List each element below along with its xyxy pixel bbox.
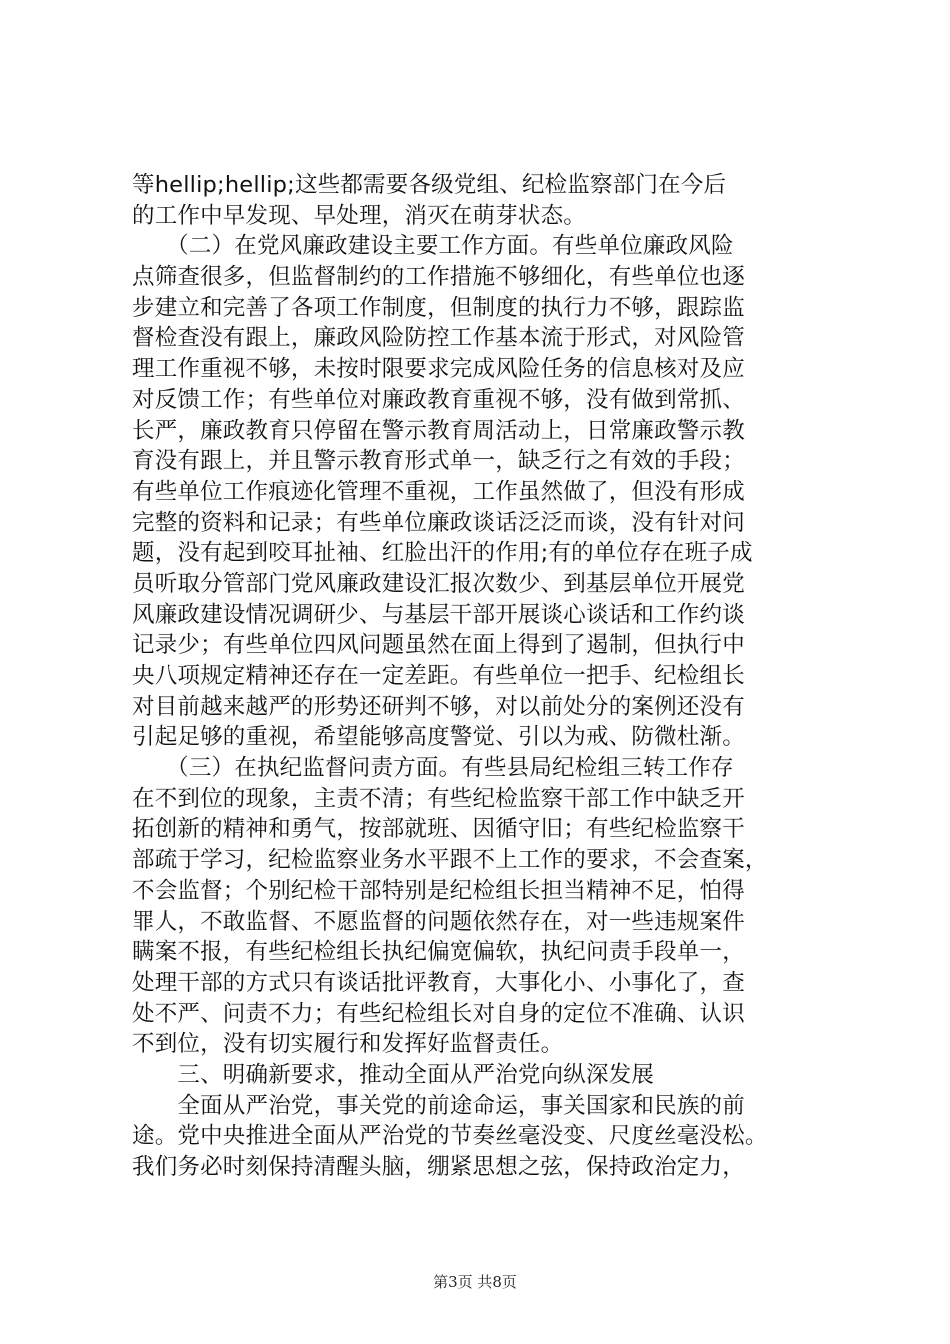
text-line: （二）在党风廉政建设主要工作方面。有些单位廉政风险 bbox=[132, 233, 734, 260]
text-line: 部疏于学习，纪检监察业务水平跟不上工作的要求，不会查案， bbox=[132, 847, 768, 874]
text-line: 处理干部的方式只有谈话批评教育，大事化小、小事化了，查 bbox=[132, 969, 745, 996]
text-line: 步建立和完善了各项工作制度，但制度的执行力不够，跟踪监 bbox=[132, 294, 745, 321]
text-line: 有些单位工作痕迹化管理不重视，工作虽然做了，但没有形成 bbox=[132, 478, 745, 505]
text-line: 题，没有起到咬耳扯袖、红脸出汗的作用;有的单位存在班子成 bbox=[132, 540, 753, 567]
text-line: 对反馈工作；有些单位对廉政教育重视不够，没有做到常抓、 bbox=[132, 386, 745, 413]
text-line: 点筛查很多，但监督制约的工作措施不够细化，有些单位也逐 bbox=[132, 264, 745, 291]
text-line: 三、明确新要求，推动全面从严治党向纵深发展 bbox=[132, 1061, 655, 1088]
text-line: 督检查没有跟上，廉政风险防控工作基本流于形式，对风险管 bbox=[132, 325, 745, 352]
page-number-footer: 第3页 共8页 bbox=[433, 1273, 517, 1291]
text-line: 处不严、问责不力；有些纪检组长对自身的定位不准确、认识 bbox=[132, 1000, 745, 1027]
text-line: 在不到位的现象，主责不清；有些纪检监察干部工作中缺乏开 bbox=[132, 785, 745, 812]
text-line: 风廉政建设情况调研少、与基层干部开展谈心谈话和工作约谈 bbox=[132, 601, 745, 628]
text-line: 理工作重视不够，未按时限要求完成风险任务的信息核对及应 bbox=[132, 356, 745, 383]
text-line: 长严，廉政教育只停留在警示教育周活动上，日常廉政警示教 bbox=[132, 417, 745, 444]
text-line: 央八项规定精神还存在一定差距。有些单位一把手、纪检组长 bbox=[132, 663, 745, 689]
text-line: 我们务必时刻保持清醒头脑，绷紧思想之弦，保持政治定力， bbox=[132, 1154, 745, 1180]
text-line: 育没有跟上，并且警示教育形式单一，缺乏行之有效的手段； bbox=[132, 448, 745, 475]
text-line: 员听取分管部门党风廉政建设汇报次数少、到基层单位开展党 bbox=[132, 570, 745, 597]
text-line: 的工作中早发现、早处理，消灭在萌芽状态。 bbox=[132, 202, 587, 229]
body-text bbox=[132, 170, 832, 1183]
text-line: 全面从严治党，事关党的前途命运，事关国家和民族的前 bbox=[132, 1092, 745, 1119]
text-line: （三）在执纪监督问责方面。有些县局纪检组三转工作存 bbox=[132, 755, 734, 782]
text-line: 途。党中央推进全面从严治党的节奏丝毫没变、尺度丝毫没松。 bbox=[132, 1123, 768, 1150]
text-line: 瞒案不报，有些纪检组长执纪偏宽偏软，执纪问责手段单一， bbox=[132, 939, 745, 966]
text-line: 对目前越来越严的形势还研判不够，对以前处分的案例还没有 bbox=[132, 693, 745, 720]
text-line: 不到位，没有切实履行和发挥好监督责任。 bbox=[132, 1031, 564, 1058]
text-line: 等hellip;hellip;这些都需要各级党组、纪检监察部门在今后 bbox=[132, 172, 727, 198]
text-line: 罪人，不敢监督、不愿监督的问题依然存在，对一些违规案件 bbox=[132, 908, 745, 935]
text-line: 拓创新的精神和勇气，按部就班、因循守旧；有些纪检监察干 bbox=[132, 816, 745, 843]
text-line: 不会监督；个别纪检干部特别是纪检组长担当精神不足，怕得 bbox=[132, 877, 745, 904]
text-line: 引起足够的重视，希望能够高度警觉、引以为戒、防微杜渐。 bbox=[132, 724, 745, 751]
text-line: 记录少；有些单位四风问题虽然在面上得到了遏制，但执行中 bbox=[132, 632, 745, 659]
text-line: 完整的资料和记录；有些单位廉政谈话泛泛而谈，没有针对问 bbox=[132, 509, 745, 536]
